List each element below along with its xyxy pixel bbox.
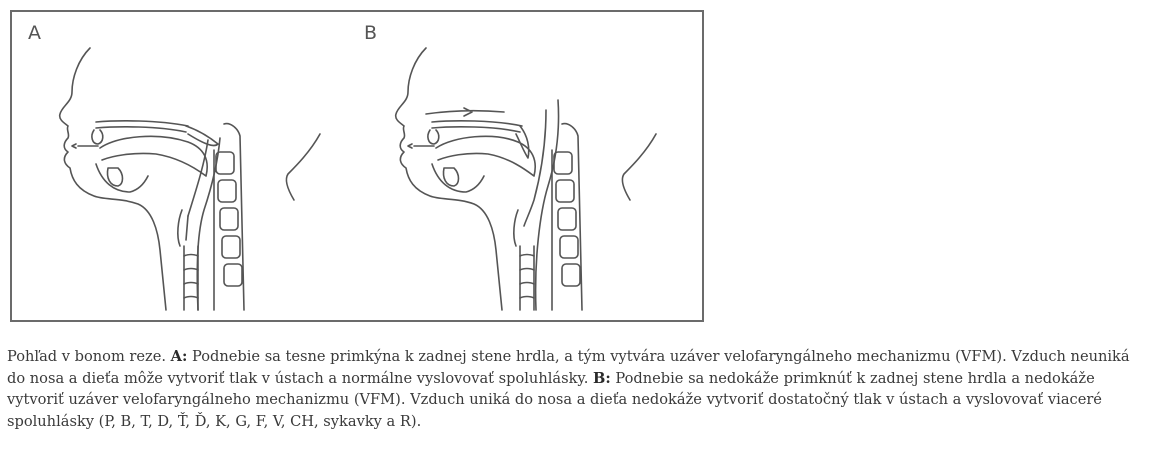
caption-a-text: Podnebie sa tesne primkýna k zadnej stene hrdla, a tým vytvára uzáver velofaryngálneho mechanizmu (VFM). Vzduch neuniká do nosa a dieťa môže vytvoriť tlak v ústach a normálne vyslovovať spoluhlásky. xyxy=(7,348,1130,387)
caption-b-text: Podnebie sa nedokáže primknúť k zadnej stene hrdla a nedokáže vytvoriť uzáver velofaryngálneho mechanizmu (VFM). Vzduch uniká do nosa a dieťa nedokáže vytvoriť dostatočný tlak v ústach a vyslovovať viaceré spoluhlásky (P, B, T, D, Ť, Ď, K, G, F, V, CH, sykavky a R). xyxy=(7,369,1102,430)
caption-b-label: B: xyxy=(593,369,611,387)
figure-frame xyxy=(10,10,704,322)
face-profile xyxy=(60,48,166,310)
sagittal-diagram-a xyxy=(48,40,348,316)
hard-palate xyxy=(96,121,188,126)
figure-caption xyxy=(7,346,1147,432)
panel-a-label: A xyxy=(28,22,41,44)
pharynx-wall xyxy=(536,100,559,310)
face-profile xyxy=(396,48,502,310)
sagittal-diagram-b xyxy=(384,40,684,316)
caption-intro: Pohľad v bonom reze. xyxy=(7,348,171,365)
tongue xyxy=(436,136,535,176)
caption-a-label: A: xyxy=(170,348,188,365)
nasal-airflow-arrow xyxy=(426,108,504,116)
hard-palate xyxy=(432,121,522,126)
tongue xyxy=(100,136,207,176)
panel-b-label: B xyxy=(364,22,378,44)
